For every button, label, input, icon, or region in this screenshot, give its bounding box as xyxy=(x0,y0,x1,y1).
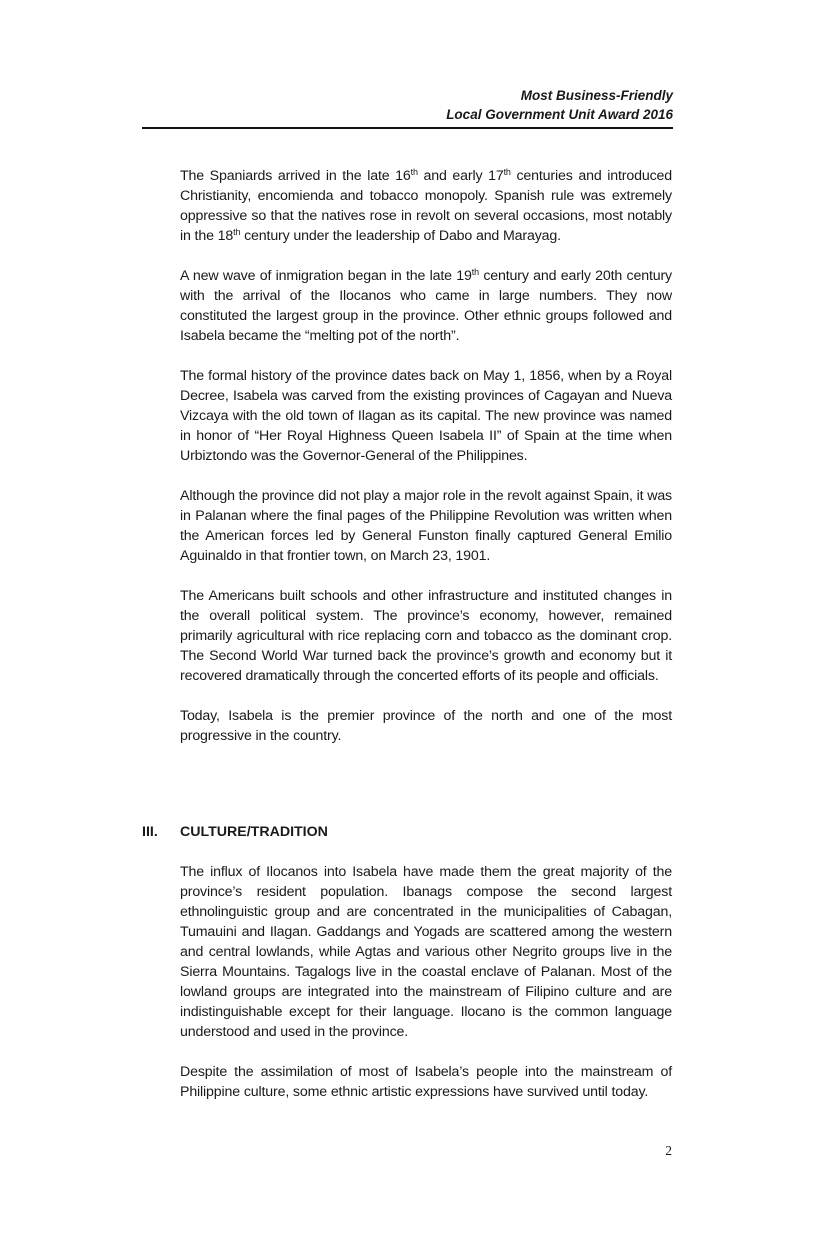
culture-body xyxy=(180,862,672,1122)
page-number: 2 xyxy=(665,1143,672,1158)
paragraph-today: Today, Isabela is the premier province of the north and one of the most progressive in the country. xyxy=(180,708,672,744)
history-body xyxy=(180,166,672,766)
text-fragment: century under the leadership of Dabo and Marayag. xyxy=(240,228,561,244)
ordinal-suffix: th xyxy=(503,167,511,177)
header-line-1: Most Business-Friendly xyxy=(520,88,673,103)
paragraph-artistic-expressions: Despite the assimilation of most of Isabela’s people into the mainstream of Philippine culture, some ethnic artistic expressions have survived until today. xyxy=(180,1064,672,1100)
section-title: CULTURE/TRADITION xyxy=(180,824,328,840)
paragraph-ethnic-groups: The influx of Ilocanos into Isabela have made them the great majority of the province’s resident population. Ibanags compose the second largest ethnolinguistic group and are concentrated in the municipalities of Cabagan, Tumauini and Ilagan. Gaddangs and Yogads are scattered among the western and central lowlands, while Agtas and various other Negrito groups live in the Sierra Mountains. Tagalogs live in the coastal enclave of Palanan. Most of the lowland groups are integrated into the mainstream of Filipino culture and are indistinguishable except for their language. Ilocano is the common language understood and used in the province. xyxy=(180,864,672,1040)
header-divider xyxy=(142,127,673,129)
text-fragment: A new wave of inmigration began in the late 19 xyxy=(180,268,472,284)
text-fragment: and early 17 xyxy=(417,168,504,184)
paragraph-spanish-arrival xyxy=(180,166,672,246)
ordinal-suffix: th xyxy=(233,227,241,237)
ordinal-suffix: th xyxy=(410,167,418,177)
paragraph-immigration xyxy=(180,266,672,346)
header-line-2: Local Government Unit Award 2016 xyxy=(446,107,673,122)
text-fragment: century and early 20th century with the arrival of the Ilocanos who came in large numbers. They now constituted the largest group in the province. Other ethnic groups followed and Isabela became the “melting pot of the north”. xyxy=(180,268,672,344)
text-fragment: centuries and introduced Christianity, encomienda and tobacco monopoly. Spanish rule was extremely oppressive so that the natives rose in revolt on several occasions, most notably in the 18 xyxy=(180,168,672,244)
section-heading xyxy=(142,822,328,842)
text-fragment: The Spaniards arrived in the late 16 xyxy=(180,168,411,184)
section-number: III. xyxy=(142,824,158,840)
paragraph-revolution: Although the province did not play a major role in the revolt against Spain, it was in Palanan where the final pages of the Philippine Revolution was written when the American forces led by General Funston finally captured General Emilio Aguinaldo in that frontier town, on March 23, 1901. xyxy=(180,488,672,564)
paragraph-american-era: The Americans built schools and other infrastructure and instituted changes in the overall political system. The province’s economy, however, remained primarily agricultural with rice replacing corn and tobacco as the dominant crop. The Second World War turned back the province’s growth and economy but it recovered dramatically through the concerted efforts of its people and officials. xyxy=(180,588,672,684)
page-header xyxy=(142,86,673,124)
ordinal-suffix: th xyxy=(471,267,479,277)
paragraph-formal-history: The formal history of the province dates back on May 1, 1856, when by a Royal Decree, Isabela was carved from the existing provinces of Cagayan and Nueva Vizcaya with the old town of Ilagan as its capital. The new province was named in honor of “Her Royal Highness Queen Isabela II” of Spain at the time when Urbiztondo was the Governor-General of the Philippines. xyxy=(180,368,672,464)
